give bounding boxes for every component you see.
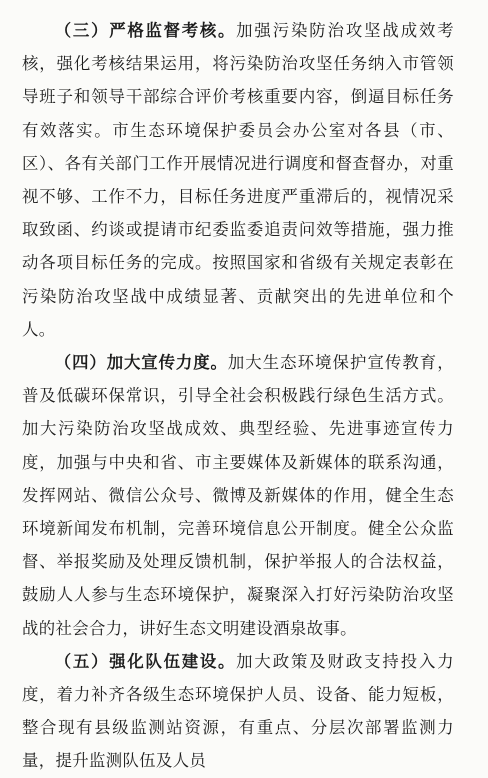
paragraph-team-building <box>22 645 454 778</box>
paragraph-body: 加强污染防治攻坚战成效考核，强化考核结果运用，将污染防治攻坚任务纳入市管领导班子和领导干部综合评价考核重要内容，倒逼目标任务有效落实。市生态环境保护委员会办公室对各县（市、区）、各有关部门工作开展情况进行调度和督查督办，对重视不够、工作不力，目标任务进度严重滞后的，视情况采取致函、约谈或提请市纪委监委追责问效等措施，强力推动各项目标任务的完成。按照国家和省级有关规定表彰在污染防治攻坚战中成绩显著、贡献突出的先进单位和个人。 <box>22 21 455 339</box>
paragraph-body: 加大政策及财政支持投入力度，着力补齐各级生态环境保护人员、设备、能力短板，整合现有县级监测站资源，有重点、分层次部署监测力量，提升监测队伍及人员 <box>22 651 455 771</box>
paragraph-supervision-assessment <box>22 14 454 346</box>
paragraph-heading: （三）严格监督考核。 <box>54 21 237 40</box>
paragraph-body: 加大生态环境保护宣传教育，普及低碳环保常识，引导全社会积极践行绿色生活方式。加大污染防治攻坚战成效、典型经验、先进事迹宣传力度，加强与中央和省、市主要媒体及新媒体的联系沟通，发挥网站、微信公众号、微博及新媒体的作用，健全生态环境新闻发布机制，完善环境信息公开制度。健全公众监督、举报奖励及处理反馈机制，保护举报人的合法权益，鼓励人人参与生态环境保护，凝聚深入打好污染防治攻坚战的社会合力，讲好生态文明建设酒泉故事。 <box>22 353 454 638</box>
paragraph-publicity <box>22 346 454 645</box>
paragraph-heading: （五）强化队伍建设。 <box>54 651 237 671</box>
paragraph-heading: （四）加大宣传力度。 <box>54 353 228 373</box>
